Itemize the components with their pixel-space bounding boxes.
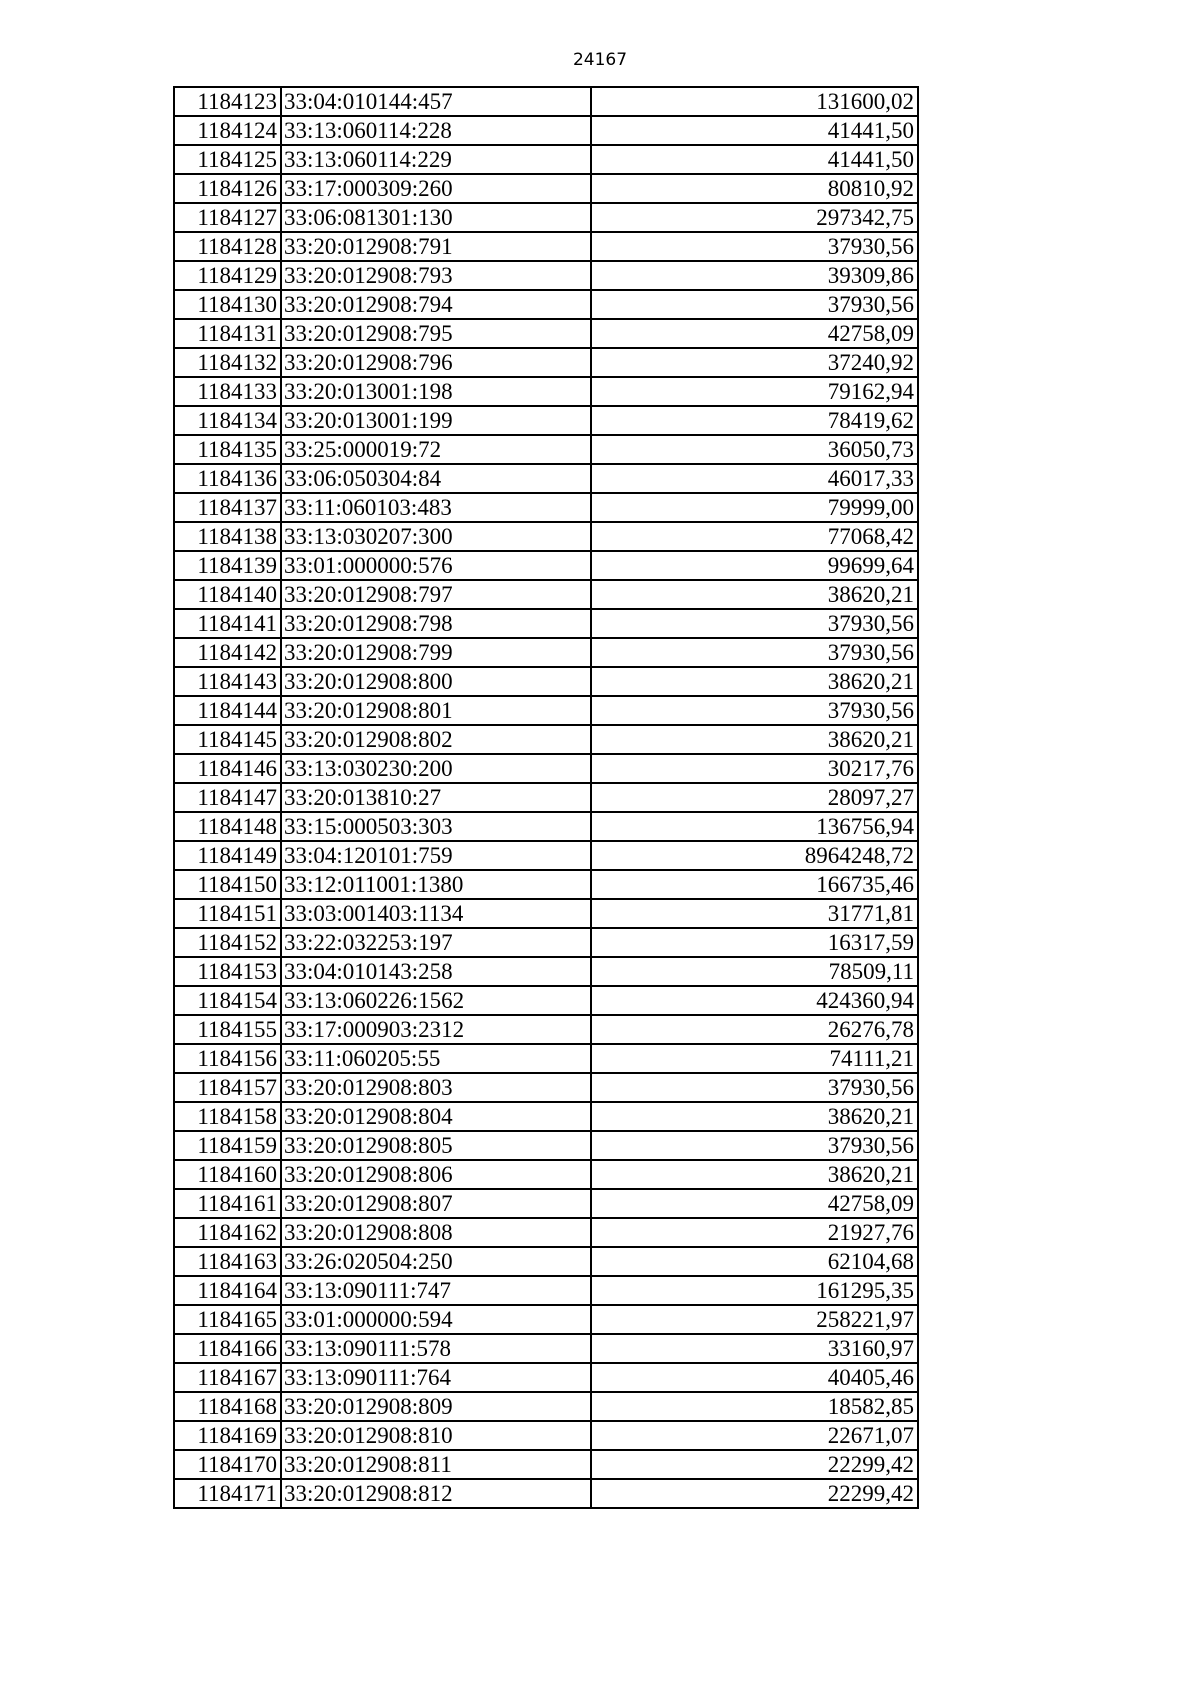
cadastral-number-cell: 33:20:012908:807 xyxy=(281,1189,591,1218)
value-cell: 38620,21 xyxy=(591,580,918,609)
value-cell: 22671,07 xyxy=(591,1421,918,1450)
cadastral-number-cell: 33:04:120101:759 xyxy=(281,841,591,870)
row-id-cell: 1184143 xyxy=(174,667,281,696)
row-id-cell: 1184131 xyxy=(174,319,281,348)
table-row xyxy=(174,464,918,493)
cadastral-number-cell: 33:03:001403:1134 xyxy=(281,899,591,928)
cadastral-number-cell: 33:20:013001:199 xyxy=(281,406,591,435)
table-row xyxy=(174,435,918,464)
value-cell: 161295,35 xyxy=(591,1276,918,1305)
value-cell: 38620,21 xyxy=(591,1102,918,1131)
value-cell: 38620,21 xyxy=(591,1160,918,1189)
cadastral-number-cell: 33:04:010144:457 xyxy=(281,87,591,116)
row-id-cell: 1184129 xyxy=(174,261,281,290)
table-row xyxy=(174,667,918,696)
cadastral-number-cell: 33:20:012908:800 xyxy=(281,667,591,696)
cadastral-number-cell: 33:25:000019:72 xyxy=(281,435,591,464)
row-id-cell: 1184153 xyxy=(174,957,281,986)
row-id-cell: 1184127 xyxy=(174,203,281,232)
value-cell: 424360,94 xyxy=(591,986,918,1015)
cadastral-number-cell: 33:20:012908:799 xyxy=(281,638,591,667)
table-row xyxy=(174,754,918,783)
cadastral-number-cell: 33:17:000309:260 xyxy=(281,174,591,203)
value-cell: 37240,92 xyxy=(591,348,918,377)
row-id-cell: 1184140 xyxy=(174,580,281,609)
row-id-cell: 1184167 xyxy=(174,1363,281,1392)
cadastral-number-cell: 33:13:060114:229 xyxy=(281,145,591,174)
cadastral-number-cell: 33:04:010143:258 xyxy=(281,957,591,986)
row-id-cell: 1184155 xyxy=(174,1015,281,1044)
row-id-cell: 1184141 xyxy=(174,609,281,638)
table-row xyxy=(174,609,918,638)
value-cell: 37930,56 xyxy=(591,638,918,667)
table-row xyxy=(174,1160,918,1189)
table-row xyxy=(174,406,918,435)
row-id-cell: 1184123 xyxy=(174,87,281,116)
table-row xyxy=(174,87,918,116)
value-cell: 74111,21 xyxy=(591,1044,918,1073)
cadastral-number-cell: 33:20:012908:791 xyxy=(281,232,591,261)
value-cell: 166735,46 xyxy=(591,870,918,899)
cadastral-number-cell: 33:13:090111:764 xyxy=(281,1363,591,1392)
table-row xyxy=(174,1247,918,1276)
value-cell: 62104,68 xyxy=(591,1247,918,1276)
cadastral-number-cell: 33:22:032253:197 xyxy=(281,928,591,957)
cadastral-number-cell: 33:06:081301:130 xyxy=(281,203,591,232)
row-id-cell: 1184130 xyxy=(174,290,281,319)
row-id-cell: 1184171 xyxy=(174,1479,281,1508)
row-id-cell: 1184151 xyxy=(174,899,281,928)
table-row xyxy=(174,1334,918,1363)
cadastral-number-cell: 33:20:012908:810 xyxy=(281,1421,591,1450)
data-table xyxy=(173,86,919,1509)
value-cell: 37930,56 xyxy=(591,609,918,638)
table-row xyxy=(174,1073,918,1102)
table-row xyxy=(174,1276,918,1305)
value-cell: 258221,97 xyxy=(591,1305,918,1334)
row-id-cell: 1184165 xyxy=(174,1305,281,1334)
row-id-cell: 1184164 xyxy=(174,1276,281,1305)
cadastral-number-cell: 33:17:000903:2312 xyxy=(281,1015,591,1044)
value-cell: 77068,42 xyxy=(591,522,918,551)
row-id-cell: 1184125 xyxy=(174,145,281,174)
table-row xyxy=(174,1102,918,1131)
row-id-cell: 1184135 xyxy=(174,435,281,464)
table-body xyxy=(174,87,918,1508)
table-row xyxy=(174,261,918,290)
row-id-cell: 1184128 xyxy=(174,232,281,261)
table-row xyxy=(174,348,918,377)
table-row xyxy=(174,203,918,232)
table-row xyxy=(174,1305,918,1334)
cadastral-number-cell: 33:11:060205:55 xyxy=(281,1044,591,1073)
row-id-cell: 1184150 xyxy=(174,870,281,899)
value-cell: 26276,78 xyxy=(591,1015,918,1044)
cadastral-number-cell: 33:13:030207:300 xyxy=(281,522,591,551)
row-id-cell: 1184160 xyxy=(174,1160,281,1189)
value-cell: 37930,56 xyxy=(591,696,918,725)
table-row xyxy=(174,580,918,609)
value-cell: 46017,33 xyxy=(591,464,918,493)
row-id-cell: 1184133 xyxy=(174,377,281,406)
value-cell: 79162,94 xyxy=(591,377,918,406)
value-cell: 37930,56 xyxy=(591,1073,918,1102)
value-cell: 36050,73 xyxy=(591,435,918,464)
cadastral-number-cell: 33:20:012908:798 xyxy=(281,609,591,638)
cadastral-number-cell: 33:20:013001:198 xyxy=(281,377,591,406)
cadastral-number-cell: 33:20:012908:801 xyxy=(281,696,591,725)
cadastral-number-cell: 33:06:050304:84 xyxy=(281,464,591,493)
row-id-cell: 1184147 xyxy=(174,783,281,812)
row-id-cell: 1184152 xyxy=(174,928,281,957)
table-row xyxy=(174,928,918,957)
row-id-cell: 1184161 xyxy=(174,1189,281,1218)
value-cell: 42758,09 xyxy=(591,1189,918,1218)
table-row xyxy=(174,1015,918,1044)
table-row xyxy=(174,232,918,261)
table-row xyxy=(174,551,918,580)
cadastral-number-cell: 33:20:012908:805 xyxy=(281,1131,591,1160)
row-id-cell: 1184159 xyxy=(174,1131,281,1160)
row-id-cell: 1184162 xyxy=(174,1218,281,1247)
table-row xyxy=(174,812,918,841)
value-cell: 22299,42 xyxy=(591,1450,918,1479)
table-row xyxy=(174,1131,918,1160)
value-cell: 37930,56 xyxy=(591,290,918,319)
cadastral-number-cell: 33:13:090111:747 xyxy=(281,1276,591,1305)
value-cell: 297342,75 xyxy=(591,203,918,232)
row-id-cell: 1184166 xyxy=(174,1334,281,1363)
row-id-cell: 1184158 xyxy=(174,1102,281,1131)
table-row xyxy=(174,696,918,725)
cadastral-number-cell: 33:13:060114:228 xyxy=(281,116,591,145)
table-row xyxy=(174,522,918,551)
row-id-cell: 1184146 xyxy=(174,754,281,783)
value-cell: 22299,42 xyxy=(591,1479,918,1508)
value-cell: 78509,11 xyxy=(591,957,918,986)
cadastral-number-cell: 33:20:012908:797 xyxy=(281,580,591,609)
row-id-cell: 1184168 xyxy=(174,1392,281,1421)
value-cell: 37930,56 xyxy=(591,1131,918,1160)
table-row xyxy=(174,841,918,870)
value-cell: 79999,00 xyxy=(591,493,918,522)
value-cell: 78419,62 xyxy=(591,406,918,435)
value-cell: 42758,09 xyxy=(591,319,918,348)
value-cell: 8964248,72 xyxy=(591,841,918,870)
cadastral-number-cell: 33:20:012908:802 xyxy=(281,725,591,754)
value-cell: 40405,46 xyxy=(591,1363,918,1392)
row-id-cell: 1184137 xyxy=(174,493,281,522)
table-row xyxy=(174,377,918,406)
cadastral-number-cell: 33:11:060103:483 xyxy=(281,493,591,522)
value-cell: 16317,59 xyxy=(591,928,918,957)
table-row xyxy=(174,638,918,667)
cadastral-number-cell: 33:20:012908:808 xyxy=(281,1218,591,1247)
value-cell: 38620,21 xyxy=(591,667,918,696)
table-row xyxy=(174,1392,918,1421)
table-row xyxy=(174,1421,918,1450)
table-row xyxy=(174,1363,918,1392)
value-cell: 39309,86 xyxy=(591,261,918,290)
value-cell: 30217,76 xyxy=(591,754,918,783)
table-row xyxy=(174,145,918,174)
cadastral-number-cell: 33:13:060226:1562 xyxy=(281,986,591,1015)
value-cell: 33160,97 xyxy=(591,1334,918,1363)
cadastral-number-cell: 33:20:012908:803 xyxy=(281,1073,591,1102)
row-id-cell: 1184156 xyxy=(174,1044,281,1073)
table-row xyxy=(174,1189,918,1218)
value-cell: 136756,94 xyxy=(591,812,918,841)
value-cell: 38620,21 xyxy=(591,725,918,754)
table-row xyxy=(174,319,918,348)
value-cell: 28097,27 xyxy=(591,783,918,812)
table-row xyxy=(174,986,918,1015)
value-cell: 80810,92 xyxy=(591,174,918,203)
page-number: 24167 xyxy=(572,50,628,70)
row-id-cell: 1184132 xyxy=(174,348,281,377)
table-row xyxy=(174,116,918,145)
cadastral-number-cell: 33:20:012908:793 xyxy=(281,261,591,290)
cadastral-number-cell: 33:20:012908:795 xyxy=(281,319,591,348)
cadastral-number-cell: 33:26:020504:250 xyxy=(281,1247,591,1276)
cadastral-number-cell: 33:13:090111:578 xyxy=(281,1334,591,1363)
row-id-cell: 1184163 xyxy=(174,1247,281,1276)
row-id-cell: 1184136 xyxy=(174,464,281,493)
value-cell: 41441,50 xyxy=(591,116,918,145)
table-row xyxy=(174,290,918,319)
row-id-cell: 1184144 xyxy=(174,696,281,725)
table-row xyxy=(174,725,918,754)
table-row xyxy=(174,493,918,522)
row-id-cell: 1184149 xyxy=(174,841,281,870)
row-id-cell: 1184148 xyxy=(174,812,281,841)
table-row xyxy=(174,783,918,812)
cadastral-number-cell: 33:20:012908:794 xyxy=(281,290,591,319)
row-id-cell: 1184169 xyxy=(174,1421,281,1450)
table-row xyxy=(174,1450,918,1479)
row-id-cell: 1184145 xyxy=(174,725,281,754)
table-row xyxy=(174,1218,918,1247)
row-id-cell: 1184170 xyxy=(174,1450,281,1479)
table-row xyxy=(174,174,918,203)
cadastral-number-cell: 33:20:013810:27 xyxy=(281,783,591,812)
row-id-cell: 1184138 xyxy=(174,522,281,551)
row-id-cell: 1184124 xyxy=(174,116,281,145)
value-cell: 21927,76 xyxy=(591,1218,918,1247)
value-cell: 99699,64 xyxy=(591,551,918,580)
table-row xyxy=(174,899,918,928)
table-row xyxy=(174,1479,918,1508)
row-id-cell: 1184157 xyxy=(174,1073,281,1102)
row-id-cell: 1184126 xyxy=(174,174,281,203)
row-id-cell: 1184139 xyxy=(174,551,281,580)
cadastral-number-cell: 33:13:030230:200 xyxy=(281,754,591,783)
cadastral-number-cell: 33:12:011001:1380 xyxy=(281,870,591,899)
cadastral-number-cell: 33:20:012908:804 xyxy=(281,1102,591,1131)
table-row xyxy=(174,870,918,899)
cadastral-number-cell: 33:20:012908:806 xyxy=(281,1160,591,1189)
value-cell: 41441,50 xyxy=(591,145,918,174)
cadastral-number-cell: 33:20:012908:796 xyxy=(281,348,591,377)
cadastral-number-cell: 33:20:012908:809 xyxy=(281,1392,591,1421)
cadastral-number-cell: 33:20:012908:812 xyxy=(281,1479,591,1508)
row-id-cell: 1184142 xyxy=(174,638,281,667)
cadastral-number-cell: 33:20:012908:811 xyxy=(281,1450,591,1479)
row-id-cell: 1184154 xyxy=(174,986,281,1015)
value-cell: 31771,81 xyxy=(591,899,918,928)
table-row xyxy=(174,957,918,986)
table-row xyxy=(174,1044,918,1073)
row-id-cell: 1184134 xyxy=(174,406,281,435)
value-cell: 131600,02 xyxy=(591,87,918,116)
value-cell: 37930,56 xyxy=(591,232,918,261)
value-cell: 18582,85 xyxy=(591,1392,918,1421)
cadastral-number-cell: 33:01:000000:576 xyxy=(281,551,591,580)
cadastral-number-cell: 33:01:000000:594 xyxy=(281,1305,591,1334)
cadastral-number-cell: 33:15:000503:303 xyxy=(281,812,591,841)
